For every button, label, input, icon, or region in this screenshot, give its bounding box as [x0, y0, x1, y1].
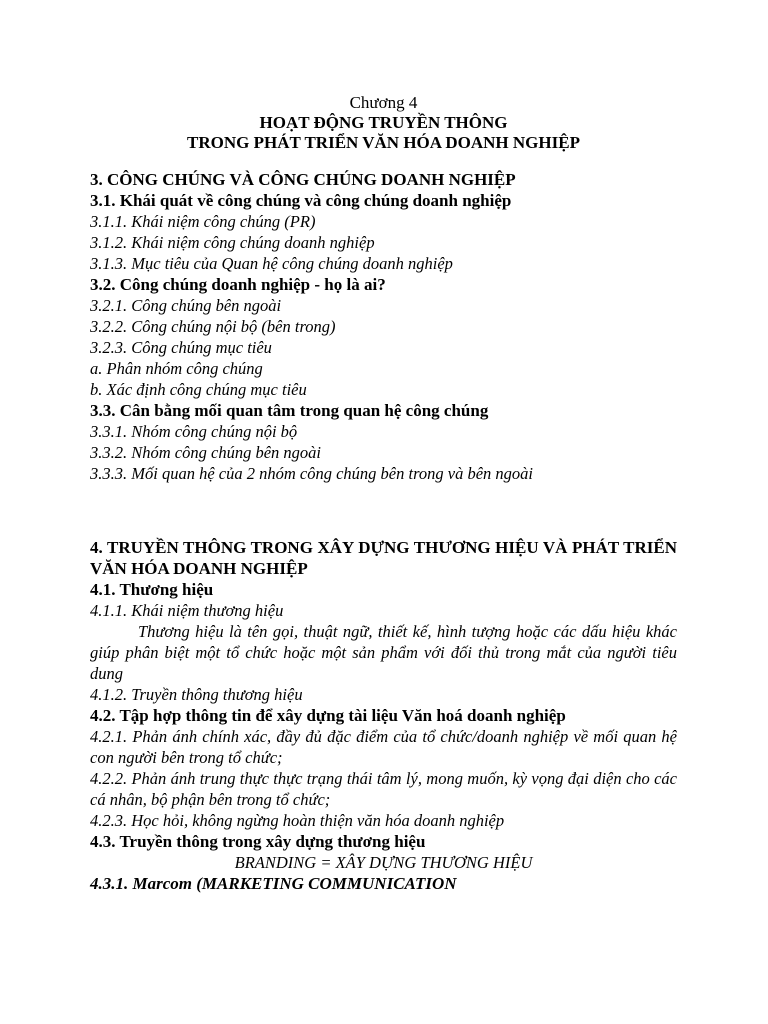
section-3-2-3-a: a. Phân nhóm công chúng	[90, 359, 263, 378]
chapter-title-line2: TRONG PHÁT TRIỂN VĂN HÓA DOANH NGHIỆP	[187, 133, 580, 152]
section-3-2-heading: 3.2. Công chúng doanh nghiệp - họ là ai?	[90, 275, 386, 294]
section-4-2-heading: 4.2. Tập hợp thông tin để xây dựng tài liệu Văn hoá doanh nghiệp	[90, 706, 566, 725]
chapter-title-line1: HOẠT ĐỘNG TRUYỀN THÔNG	[259, 113, 508, 132]
section-4-2-1: 4.2.1. Phản ánh chính xác, đầy đủ đặc điểm của tổ chức/doanh nghiệp về mối quan hệ con người bên trong tổ chức;	[90, 727, 677, 767]
section-4-heading: 4. TRUYỀN THÔNG TRONG XÂY DỰNG THƯƠNG HIỆU VÀ PHÁT TRIỂN VĂN HÓA DOANH NGHIỆP	[90, 538, 677, 578]
section-3-2-3: 3.2.3. Công chúng mục tiêu	[90, 338, 272, 357]
branding-formula: BRANDING = XÂY DỰNG THƯƠNG HIỆU	[234, 853, 533, 872]
section-3-1-2: 3.1.2. Khái niệm công chúng doanh nghiệp	[90, 233, 375, 252]
section-3-1-3: 3.1.3. Mục tiêu của Quan hệ công chúng doanh nghiệp	[90, 254, 453, 273]
section-4-1-2: 4.1.2. Truyền thông thương hiệu	[90, 685, 303, 704]
section-3-2-1: 3.2.1. Công chúng bên ngoài	[90, 296, 282, 315]
section-3-3-1: 3.3.1. Nhóm công chúng nội bộ	[90, 422, 298, 441]
section-3-1-1: 3.1.1. Khái niệm công chúng (PR)	[90, 212, 316, 231]
section-3-heading: 3. CÔNG CHÚNG VÀ CÔNG CHÚNG DOANH NGHIỆP	[90, 170, 516, 189]
section-4-2-2: 4.2.2. Phản ánh trung thực thực trạng thái tâm lý, mong muốn, kỳ vọng đại diện cho các cá nhân, bộ phận bên trong tổ chức;	[90, 769, 677, 809]
section-3-2-3-b: b. Xác định công chúng mục tiêu	[90, 380, 307, 399]
section-4-1-1: 4.1.1. Khái niệm thương hiệu	[90, 601, 284, 620]
section-4-2-3: 4.2.3. Học hỏi, không ngừng hoàn thiện văn hóa doanh nghiệp	[90, 811, 505, 830]
section-4-1-heading: 4.1. Thương hiệu	[90, 580, 214, 599]
section-4-3-heading: 4.3. Truyền thông trong xây dựng thương hiệu	[90, 832, 426, 851]
section-3-1-heading: 3.1. Khái quát về công chúng và công chúng doanh nghiệp	[90, 191, 512, 210]
section-3-3-heading: 3.3. Cân bằng mối quan tâm trong quan hệ công chúng	[90, 401, 489, 420]
section-3-3-2: 3.3.2. Nhóm công chúng bên ngoài	[90, 443, 321, 462]
chapter-label: Chương 4	[349, 93, 418, 112]
document-content	[90, 92, 677, 894]
section-4-1-1-paragraph: Thương hiệu là tên gọi, thuật ngữ, thiết kế, hình tượng hoặc các dấu hiệu khác giúp phân biệt một tổ chức hoặc một sản phẩm với đối thủ trong mắt của người tiêu dung	[90, 622, 677, 683]
section-3-2-2: 3.2.2. Công chúng nội bộ (bên trong)	[90, 317, 336, 336]
section-3-3-3: 3.3.3. Mối quan hệ của 2 nhóm công chúng bên trong và bên ngoài	[90, 464, 533, 483]
section-4-3-1-heading: 4.3.1. Marcom (MARKETING COMMUNICATION	[90, 874, 457, 893]
